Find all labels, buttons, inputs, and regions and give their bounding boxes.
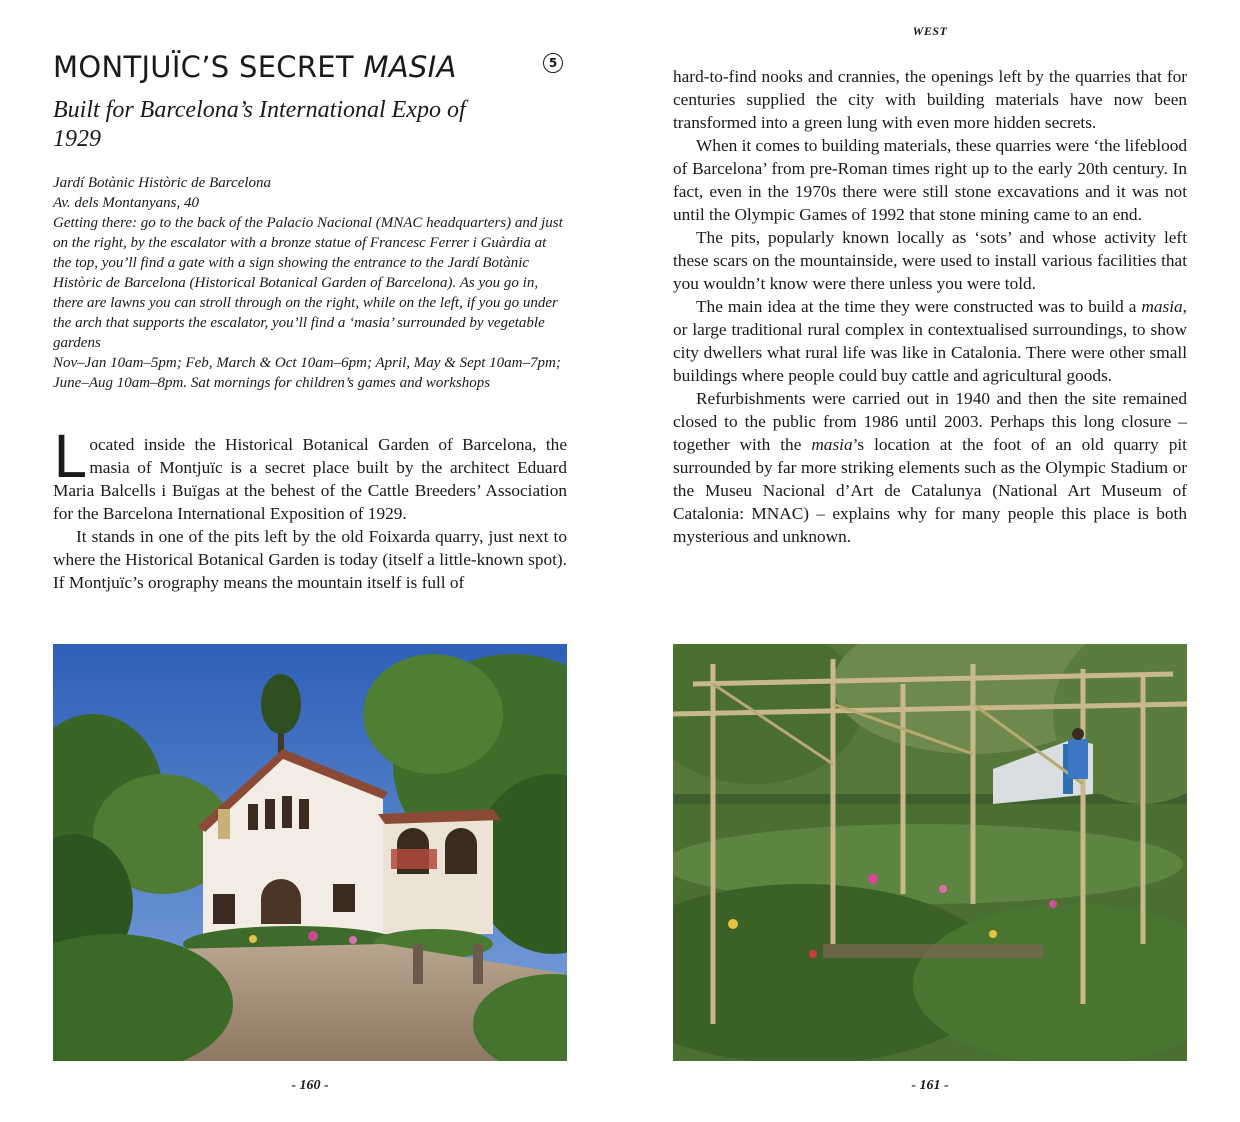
paragraph-text: ’s location at the foot of an old quarry pit surrounded by far more striking elements such as the Olympic Stadium or the Museu Nacional d’Art de Catalunya (National Art Museum of Catalonia: MNAC) – explains why for many people this place is both mysterious and unknown. <box>673 435 1187 546</box>
paragraph-text: Refurbishments were carried out in 1940 and then the site remained closed to the public from 1986 until 2003. Perhaps this long closure – together with the <box>673 389 1187 454</box>
right-page <box>620 0 1240 1122</box>
running-head: WEST <box>912 24 948 38</box>
paragraph-text: The main idea at the time they were constructed was to build a <box>696 297 1142 316</box>
body-paragraph <box>673 387 1187 548</box>
body-paragraph: hard-to-find nooks and crannies, the openings left by the quarries that for centuries supplied the city with building materials have now been transformed into a green lung with even more hidden secrets. <box>673 67 1187 132</box>
masia-photo <box>53 644 567 1061</box>
drop-cap: L <box>53 423 86 491</box>
page-title <box>53 50 533 84</box>
italic-term: masia <box>1141 297 1183 316</box>
body-text-right <box>673 65 1187 548</box>
body-paragraph: When it comes to building materials, these quarries were ‘the lifeblood of Barcelona’ from pre-Roman times right up to the early 20th century. In fact, even in the 1970s there were still stone excavations and it was not until the Olympic Games of 1992 that stone mining came to an end. <box>673 136 1187 224</box>
info-place-name: Jardí Botànic Històric de Barcelona <box>53 175 272 191</box>
vegetable-garden-photo <box>673 644 1187 1061</box>
entry-number-badge: 5 <box>543 53 563 73</box>
page-subtitle: Built for Barcelona’s International Expo of 1929 <box>53 97 466 152</box>
info-address: Av. dels Montanyans, 40 <box>53 195 199 211</box>
body-paragraph: The pits, popularly known locally as ‘sots’ and whose activity left these scars on the mountainside, were used to install various facilities that you wouldn’t know were there unless you were told. <box>673 228 1187 293</box>
body-paragraph <box>673 295 1187 387</box>
body-paragraph: It stands in one of the pits left by the old Foixarda quarry, just next to where the Historical Botanical Garden is today (itself a little-known spot). If Montjuïc’s orography means the mountain itself is full of <box>53 527 567 592</box>
info-opening-hours: Nov–Jan 10am–5pm; Feb, March & Oct 10am–6pm; April, May & Sept 10am–7pm; June–Aug 10am–8pm. Sat mornings for children’s games and workshops <box>53 355 561 391</box>
body-text-left <box>53 423 567 594</box>
practical-info <box>53 173 567 393</box>
page-number: - 160 - <box>291 1078 329 1093</box>
body-paragraph <box>53 423 567 525</box>
paragraph-text: , or large traditional rural complex in contextualised surroundings, to show city dwellers what rural life was like in Catalonia. There were other small buildings where people could buy cattle and agricultural goods. <box>673 297 1187 385</box>
page-number: - 161 - <box>911 1078 949 1093</box>
title-emphasis: MASIA <box>363 50 457 84</box>
italic-term: masia <box>811 435 853 454</box>
info-directions: Getting there: go to the back of the Palacio Nacional (MNAC headquarters) and just on the right, by the escalator with a bronze statue of Francesc Ferrer i Guàrdia at the top, you’ll find a gate with a sign showing the entrance to the Jardí Botànic Històric de Barcelona (Historical Botanical Garden of Barcelona). As you go in, there are lawns you can stroll through on the right, while on the left, if you go under the arch that supports the escalator, you’ll find a ‘masia’ surrounded by vegetable gardens <box>53 215 563 351</box>
paragraph-text: ocated inside the Historical Botanical Garden of Barcelona, the masia of Montjuïc is a secret place built by the architect Eduard Maria Balcells i Buïgas at the behest of the Cattle Breeders’ Association for the Barcelona International Exposition of 1929. <box>53 435 567 523</box>
title-main: MONTJUÏC’S SECRET <box>53 50 364 84</box>
